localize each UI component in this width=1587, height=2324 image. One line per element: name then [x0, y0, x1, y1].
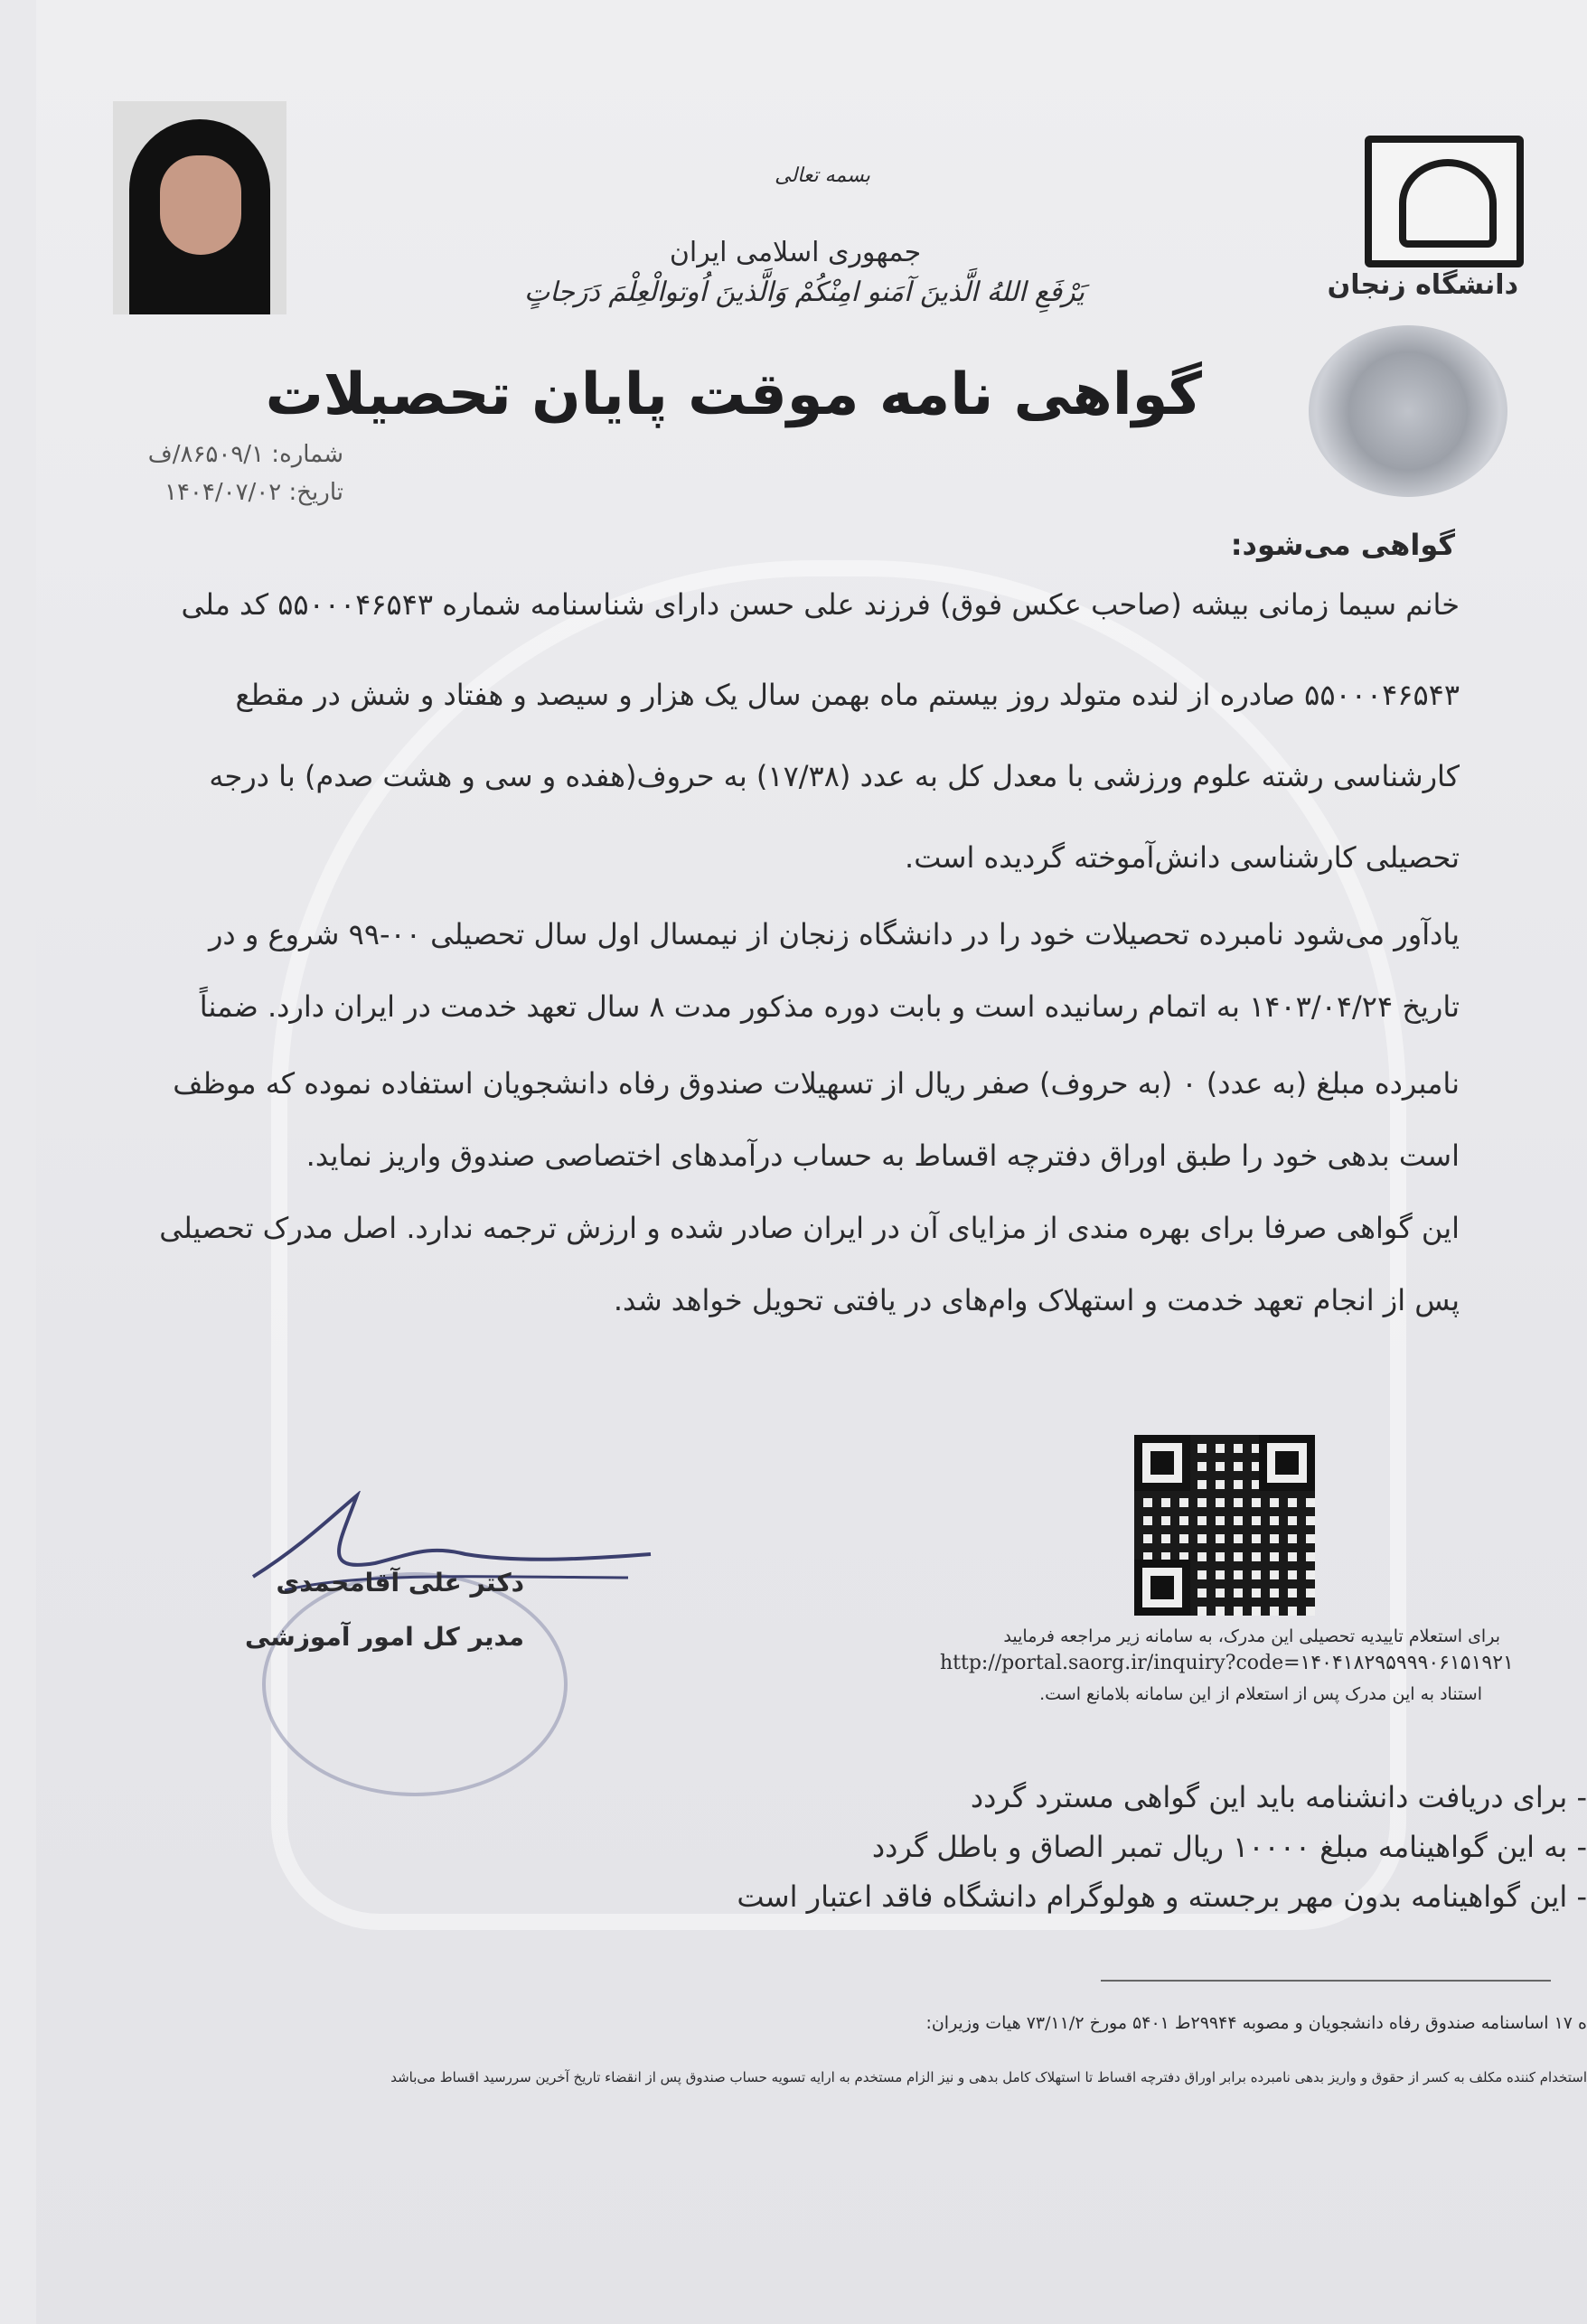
hologram-icon	[1309, 325, 1507, 497]
body-line: ۵۵۰۰۰۴۶۵۴۳ صادره از لنده متولد روز بیستم ماه بهمن سال یک هزار و سیصد و هفتاد و شش در مقطع	[235, 678, 1460, 712]
divider	[1101, 1980, 1551, 1982]
signer-name: دکتر علی آقامحمدی	[276, 1568, 524, 1598]
body-line: این گواهی صرفا برای بهره مندی از مزایای آن در ایران صادر شده و ارزش ترجمه ندارد. اصل مدرک تحصیلی	[159, 1211, 1460, 1245]
certify-heading: گواهی می‌شود:	[1230, 528, 1455, 562]
body-line: کارشناسی رشته علوم ورزشی با معدل کل به عدد (۱۷/۳۸) به حروف(هفده و سی و هشت صدم) با درجه	[209, 759, 1460, 793]
body-line: یادآور می‌شود نامبرده تحصیلات خود را در دانشگاه زنجان از نیمسال اول سال تحصیلی ۰۰-۹۹ شروع و در	[208, 917, 1460, 951]
signature-scrawl	[249, 1491, 664, 1626]
note-item: - برای دریافت دانشنامه باید این گواهی مسترد گردد	[970, 1780, 1587, 1814]
student-photo	[113, 101, 286, 314]
qr-code-icon[interactable]	[1134, 1435, 1315, 1616]
besmeh: بسمه تعالی	[775, 164, 870, 187]
verification-disclaimer: استناد به این مدرک پس از استعلام از این سامانه بلامانع است.	[1039, 1684, 1482, 1704]
footnote: ه ۱۷ اساسنامه صندوق رفاه دانشجویان و مصوبه ۲۹۹۴۴ط ۵۴۰۱ مورخ ۷۳/۱۱/۲ هیات وزیران:	[925, 2013, 1587, 2033]
note-item: - این گواهینامه بدون مهر برجسته و هولوگرام دانشگاه فاقد اعتبار است	[737, 1879, 1587, 1914]
logo-text: دانشگاه زنجان	[1327, 269, 1518, 301]
page-title: گواهی نامه موقت پایان تحصیلات	[265, 361, 1202, 428]
country-name: جمهوری اسلامی ایران	[669, 237, 922, 268]
university-logo-icon	[1365, 136, 1524, 267]
footnote: استخدام کننده مکلف به کسر از حقوق و واریز بدهی نامبرده برابر اوراق دفترچه اقساط تا استهلاک کامل بدهی و نیز الزام مستخدم به ارایه تسویه حساب صندوق پس از انقضاء تاریخ آخرین سررسید اقساط می‌باشد	[390, 2069, 1587, 2085]
body-line: پس از انجام تعهد خدمت و استهلاک وام‌های در یافتی تحویل خواهد شد.	[613, 1283, 1460, 1317]
body-line: تاریخ ۱۴۰۳/۰۴/۲۴ به اتمام رسانیده است و بابت دوره مذکور مدت ۸ سال تعهد خدمت در ایران دارد. ضمناً	[199, 989, 1460, 1024]
body-line: تحصیلی کارشناسی دانش‌آموخته گردیده است.	[905, 840, 1460, 875]
body-line: خانم سیما زمانی بیشه (صاحب عکس فوق) فرزند علی حسن دارای شناسنامه شماره ۵۵۰۰۰۴۶۵۴۳ کد ملی	[181, 587, 1460, 622]
quran-verse: یَرْفَعِ اللهُ الَّذینَ آمَنو امِنْکُمْ وَالَّذینَ اُوتوالْعِلْمَ دَرَجاتٍ	[524, 276, 1085, 308]
body-line: است بدهی خود را طبق اوراق دفترچه اقساط به حساب درآمدهای اختصاصی صندوق واریز نماید.	[305, 1139, 1460, 1173]
document-date: تاریخ: ۱۴۰۴/۰۷/۰۲	[164, 479, 343, 506]
verification-url[interactable]: http://portal.saorg.ir/inquiry?code=۱۴۰۴۱۸۲۹۵۹۹۹۰۶۱۵۱۹۲۱	[940, 1652, 1514, 1674]
signer-position: مدیر کل امور آموزشی	[244, 1622, 524, 1652]
document-number: شماره: ۸۶۵۰۹/۱/ف	[147, 441, 343, 468]
body-line: نامبرده مبلغ (به عدد) ۰ (به حروف) صفر ریال از تسهیلات صندوق رفاه دانشجویان استفاده نموده که موظف	[173, 1066, 1460, 1101]
note-item: - به این گواهینامه مبلغ ۱۰۰۰۰ ریال تمبر الصاق و باطل گردد	[871, 1830, 1587, 1864]
verification-note: برای استعلام تاییدیه تحصیلی این مدرک، به سامانه زیر مراجعه فرمایید	[1003, 1626, 1500, 1646]
